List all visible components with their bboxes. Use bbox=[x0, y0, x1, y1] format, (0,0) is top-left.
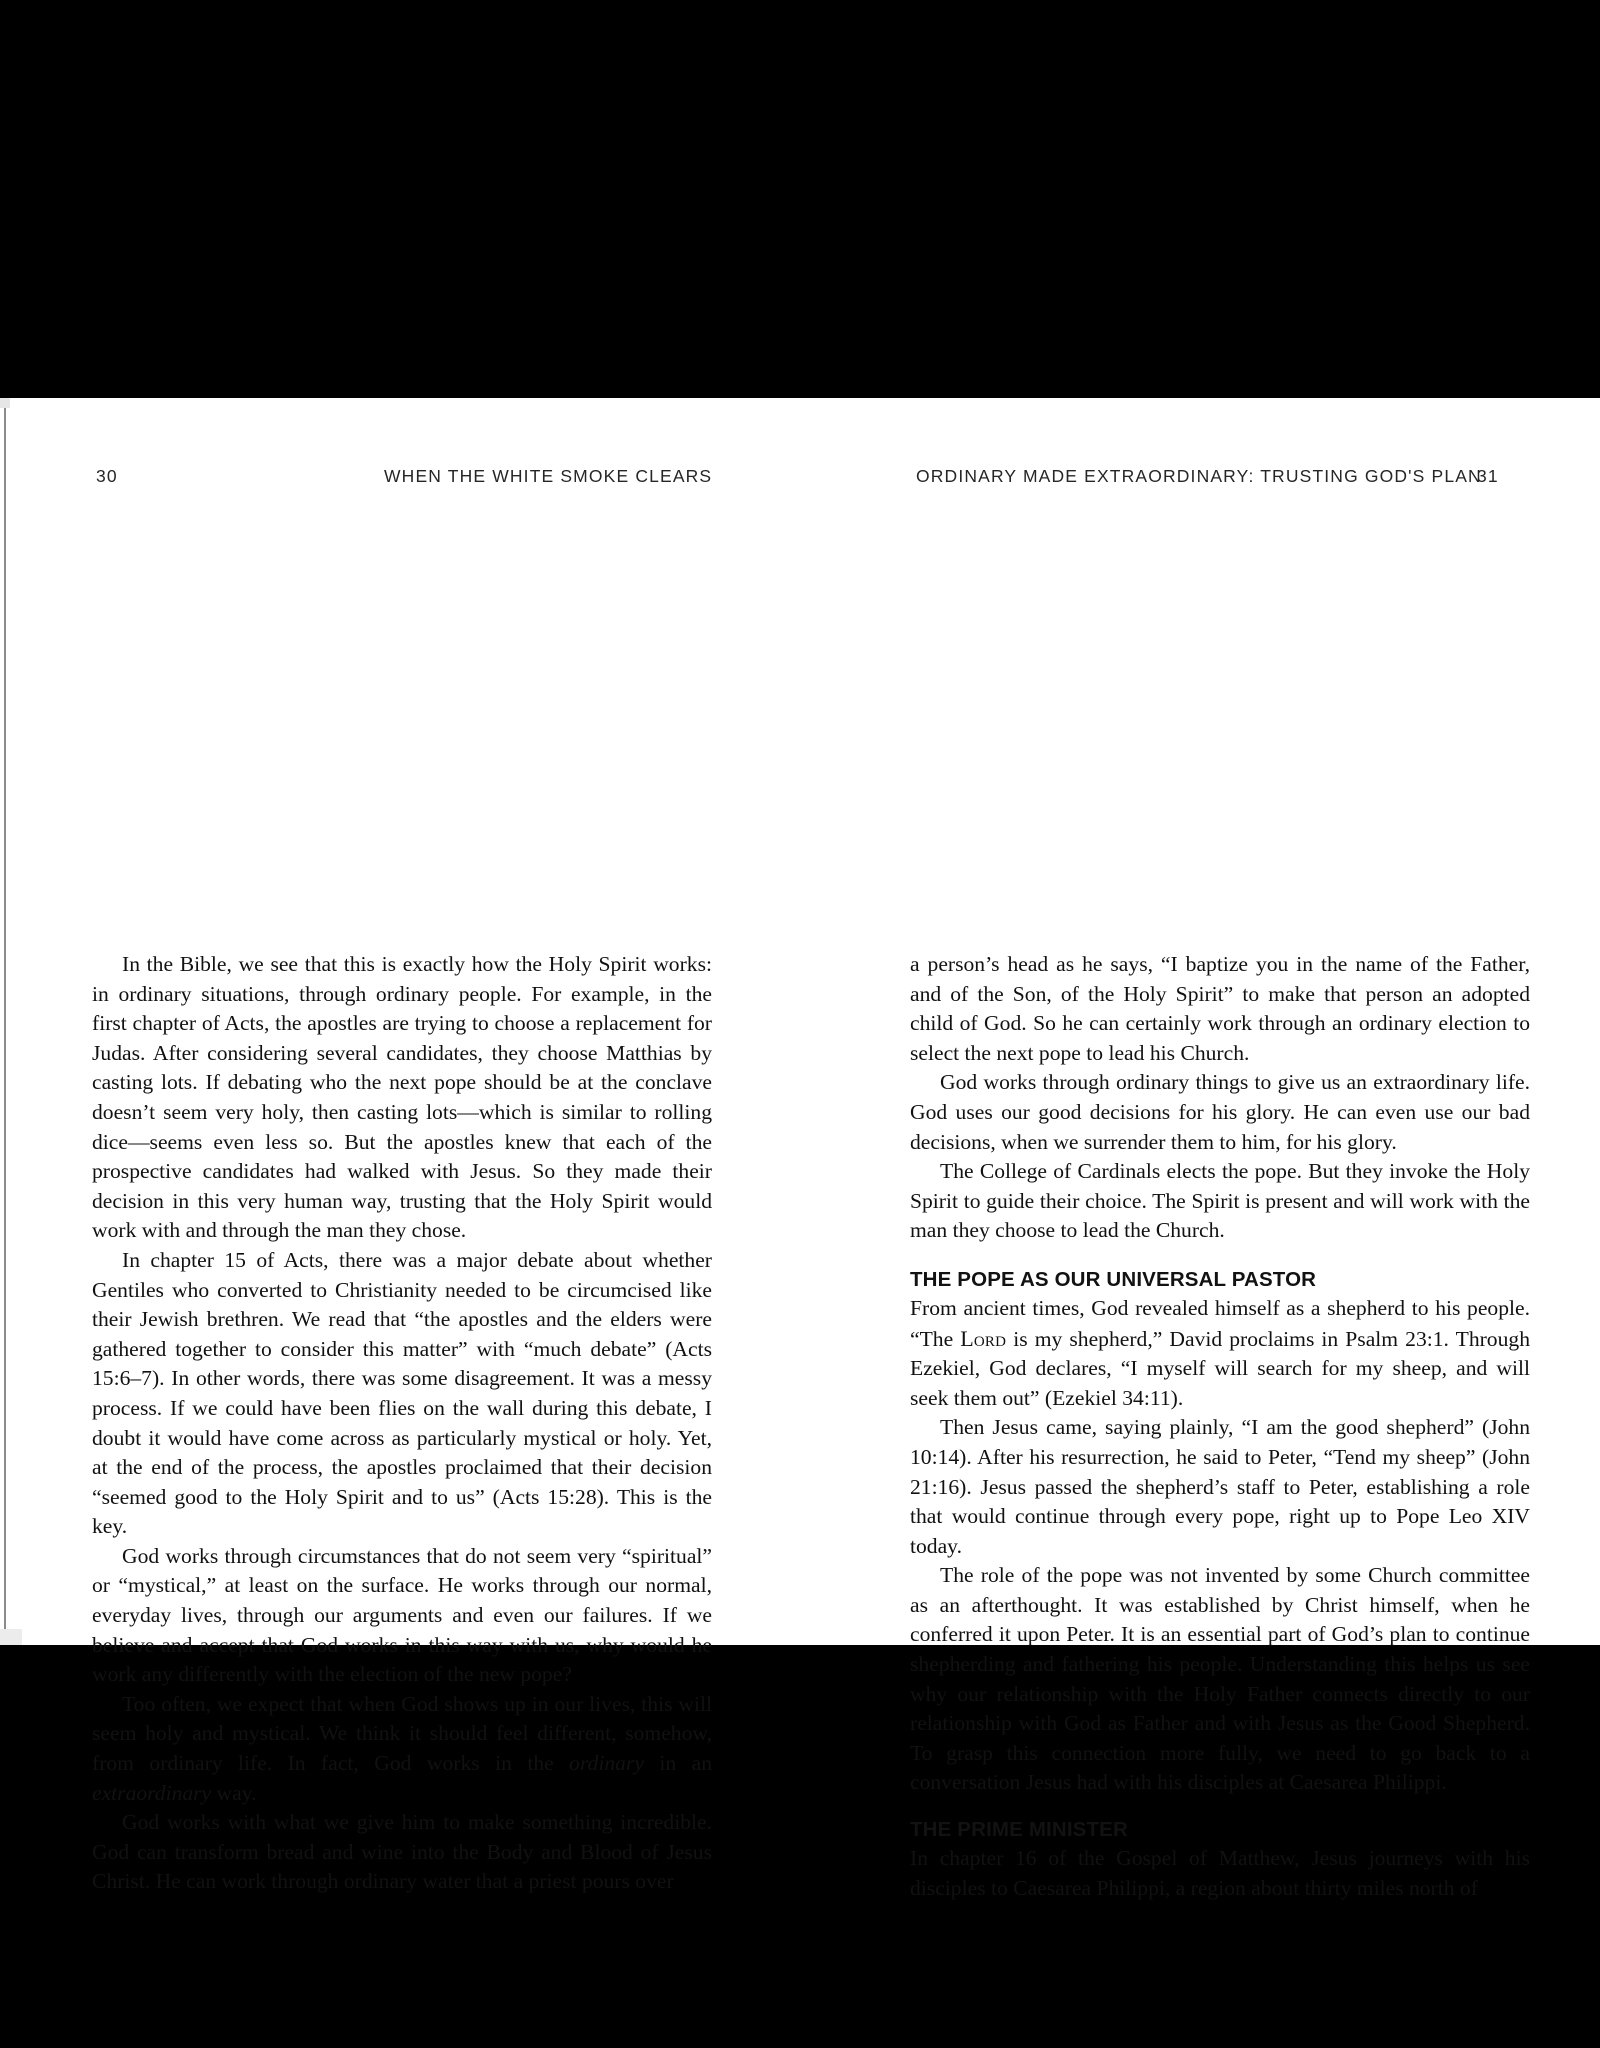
paragraph: In the Bible, we see that this is exactly how the Holy Spirit works: in ordinary situations, through ordinary people. For example, in the first chapter of Acts, the apostles are trying to choose a replacement for Judas. After considering several candidates, they choose Matthias by casting lots. If debating who the next pope should be at the conclave doesn’t seem very holy, then casting lots—which is similar to rolling dice—seems even less so. But the apostles knew that each of the prospective candidates had walked with Jesus. So they made their decision in this very human way, trusting that the Holy Spirit would work with and through the man they chose. bbox=[92, 952, 712, 1243]
italic-word-ordinary: ordinary bbox=[569, 1751, 644, 1776]
paragraph: God works through ordinary things to give us an extraordinary life. God uses our good decisions for his glory. He can even use our bad decisions, when we surrender them to him, for his glory. bbox=[910, 1070, 1530, 1154]
right-page-running-head: ORDINARY MADE EXTRAORDINARY: TRUSTING GOD'S PLAN bbox=[916, 466, 1482, 486]
italic-word-extraordinary: extraordinary bbox=[92, 1780, 212, 1805]
paragraph-text-after: way. bbox=[211, 1780, 257, 1805]
left-page-running-head: WHEN THE WHITE SMOKE CLEARS bbox=[384, 466, 713, 486]
left-page-folio: 30 bbox=[96, 466, 118, 486]
right-page-folio: 31 bbox=[1477, 466, 1499, 486]
paragraph-with-italics bbox=[92, 1690, 712, 1808]
page-corner-top-left bbox=[0, 398, 10, 408]
paragraph: God works with what we give him to make something incredible. God can transform bread and wine into the Body and Blood of Jesus Christ. He can work through ordinary water that a priest pours over bbox=[92, 1810, 712, 1894]
paragraph-text-before: From ancient times, God revealed himself as a shepherd to his people. “The bbox=[910, 1295, 1530, 1351]
page-left-edge-rule bbox=[4, 398, 6, 1645]
page-corner-bottom-left bbox=[0, 1629, 22, 1645]
right-page-text-column bbox=[910, 950, 1530, 1903]
paragraph-text-before: Too often, we expect that when God shows up in our lives, this will seem holy and mystical. We think it should feel different, somehow, from ordinary life. In fact, God works in the bbox=[92, 1691, 712, 1776]
section-heading-prime-minister: THE PRIME MINISTER bbox=[910, 1818, 1128, 1842]
smallcaps-lord: Lord bbox=[960, 1325, 1007, 1351]
paragraph: In chapter 16 of the Gospel of Matthew, Jesus journeys with his disciples to Caesarea Philippi, a region about thirty miles north of bbox=[910, 1846, 1530, 1900]
paragraph-text-middle: in an bbox=[643, 1751, 712, 1776]
paragraph-with-smallcaps bbox=[910, 1294, 1530, 1413]
paragraph-text-after: is my shepherd,” David proclaims in Psalm 23:1. Through Ezekiel, God declares, “I myself will search for my sheep, and will seek them out” (Ezekiel 34:11). bbox=[910, 1326, 1530, 1410]
paragraph: The role of the pope was not invented by some Church committee as an afterthought. It was established by Christ himself, when he conferred it upon Peter. It is an essential part of God’s plan to continue shepherding and fathering his people. Understanding this helps us see why our relationship with the Holy Father connects directly to our relationship with God as Father and with Jesus as the Good Shepherd. To grasp this connection more fully, we need to go back to a conversation Jesus had with his disciples at Caesarea Philippi. bbox=[910, 1563, 1530, 1795]
paragraph-continued: a person’s head as he says, “I baptize you in the name of the Father, and of the Son, of the Holy Spirit” to make that person an adopted child of God. So he can certainly work through an ordinary election to select the next pope to lead his Church. bbox=[910, 952, 1530, 1065]
book-page-spread bbox=[0, 398, 1600, 1900]
paragraph: In chapter 15 of Acts, there was a major debate about whether Gentiles who converted to Christianity needed to be circumcised like their Jewish brethren. We read that “the apostles and the elders were gathered together to consider this matter” with “much debate” (Acts 15:6–7). In other words, there was some disagreement. It was a messy process. If we could have been flies on the wall during this debate, I doubt it would have come across as particularly mystical or holy. Yet, at the end of the process, the apostles proclaimed that their decision “seemed good to the Holy Spirit and to us” (Acts 15:28). This is the key. bbox=[92, 1247, 712, 1539]
paragraph: Then Jesus came, saying plainly, “I am the good shepherd” (John 10:14). After his resurrection, he said to Peter, “Tend my sheep” (John 21:16). Jesus passed the shepherd’s staff to Peter, establishing a role that would continue through every pope, right up to Pope Leo XIV today. bbox=[910, 1415, 1530, 1558]
section-heading-universal-pastor: THE POPE AS OUR UNIVERSAL PASTOR bbox=[910, 1267, 1317, 1291]
paragraph: The College of Cardinals elects the pope. But they invoke the Holy Spirit to guide their choice. The Spirit is present and will work with the man they choose to lead the Church. bbox=[910, 1159, 1530, 1243]
left-page-text-column bbox=[92, 950, 712, 1897]
paragraph: God works through circumstances that do not seem very “spiritual” or “mystical,” at least on the surface. He works through our normal, everyday lives, through our arguments and even our failures. If we believe and accept that God works in this way with us, why would he work any differently with the election of the new pope? bbox=[92, 1543, 712, 1687]
